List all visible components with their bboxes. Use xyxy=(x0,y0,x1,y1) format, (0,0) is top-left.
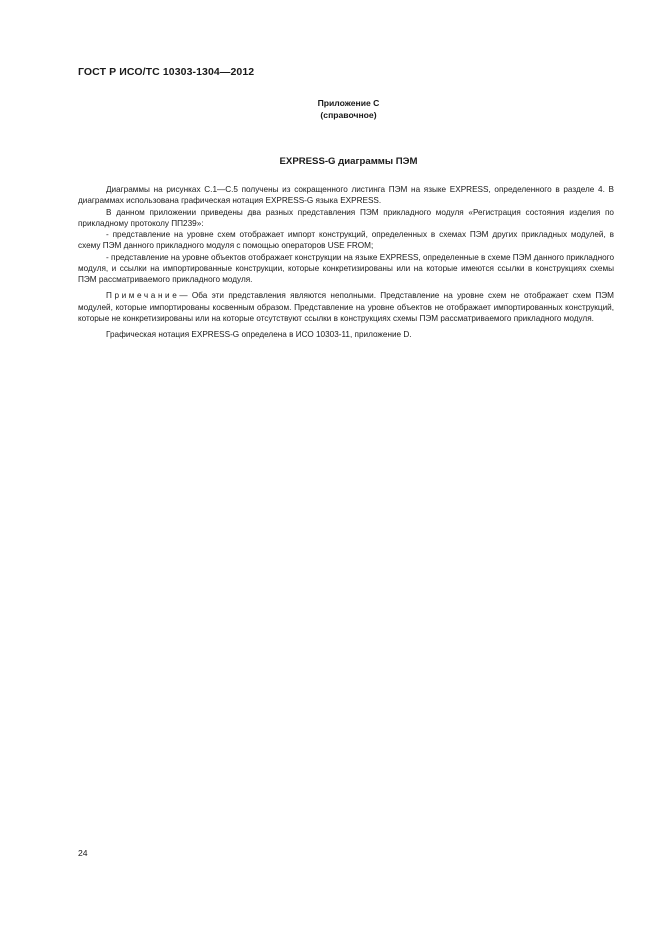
annex-status: (справочное) xyxy=(320,110,377,120)
standard-code-header: ГОСТ Р ИСО/ТС 10303-1304—2012 xyxy=(78,66,255,78)
section-title-text: EXPRESS-G диаграммы ПЭМ xyxy=(279,156,418,167)
paragraph-representations: В данном приложении приведены два разных представления ПЭМ прикладного модуля «Регистрация состояния изделия по прикладному протоколу ПП239»: xyxy=(78,207,614,228)
note-label: Примечание xyxy=(106,291,180,301)
paragraph-entity-level: - представление на уровне объектов отображает конструкции на языке EXPRESS, определенные в схеме ПЭМ данного прикладного модуля, и ссылки на импортированные конструкции, которые конкретизированы или на которые имеются ссылки в конструкциях схемы ПЭМ рассматриваемого прикладного модуля. xyxy=(78,252,614,284)
annex-title: Приложение C xyxy=(317,98,380,108)
note-text: — Оба эти представления являются неполными. Представление на уровне схем не отображает схем ПЭМ модулей, которые импортированы косвенным образом. Представление на уровне объектов не отображает импортированных конструкций, которые не конкретизированы или на которые отсутствуют ссылки в конструкциях схемы ПЭМ рассматриваемого прикладного модуля. xyxy=(78,291,614,323)
paragraph-intro: Диаграммы на рисунках C.1—C.5 получены из сокращенного листинга ПЭМ на языке EXPRESS, определенного в разделе 4. В диаграммах использована графическая нотация EXPRESS-G языка EXPRESS. xyxy=(78,185,614,206)
paragraph-note xyxy=(78,290,614,324)
section-title xyxy=(0,156,661,167)
body-text xyxy=(78,184,614,340)
paragraph-notation: Графическая нотация EXPRESS-G определена в ИСО 10303-11, приложение D. xyxy=(106,330,412,339)
annex-heading xyxy=(0,97,661,121)
page-number: 24 xyxy=(78,848,88,858)
paragraph-schema-level: - представление на уровне схем отображает импорт конструкций, определенных в схемах ПЭМ других прикладных модулей, в схему ПЭМ данного прикладного модуля с помощью операторов USE FROM; xyxy=(78,230,614,251)
